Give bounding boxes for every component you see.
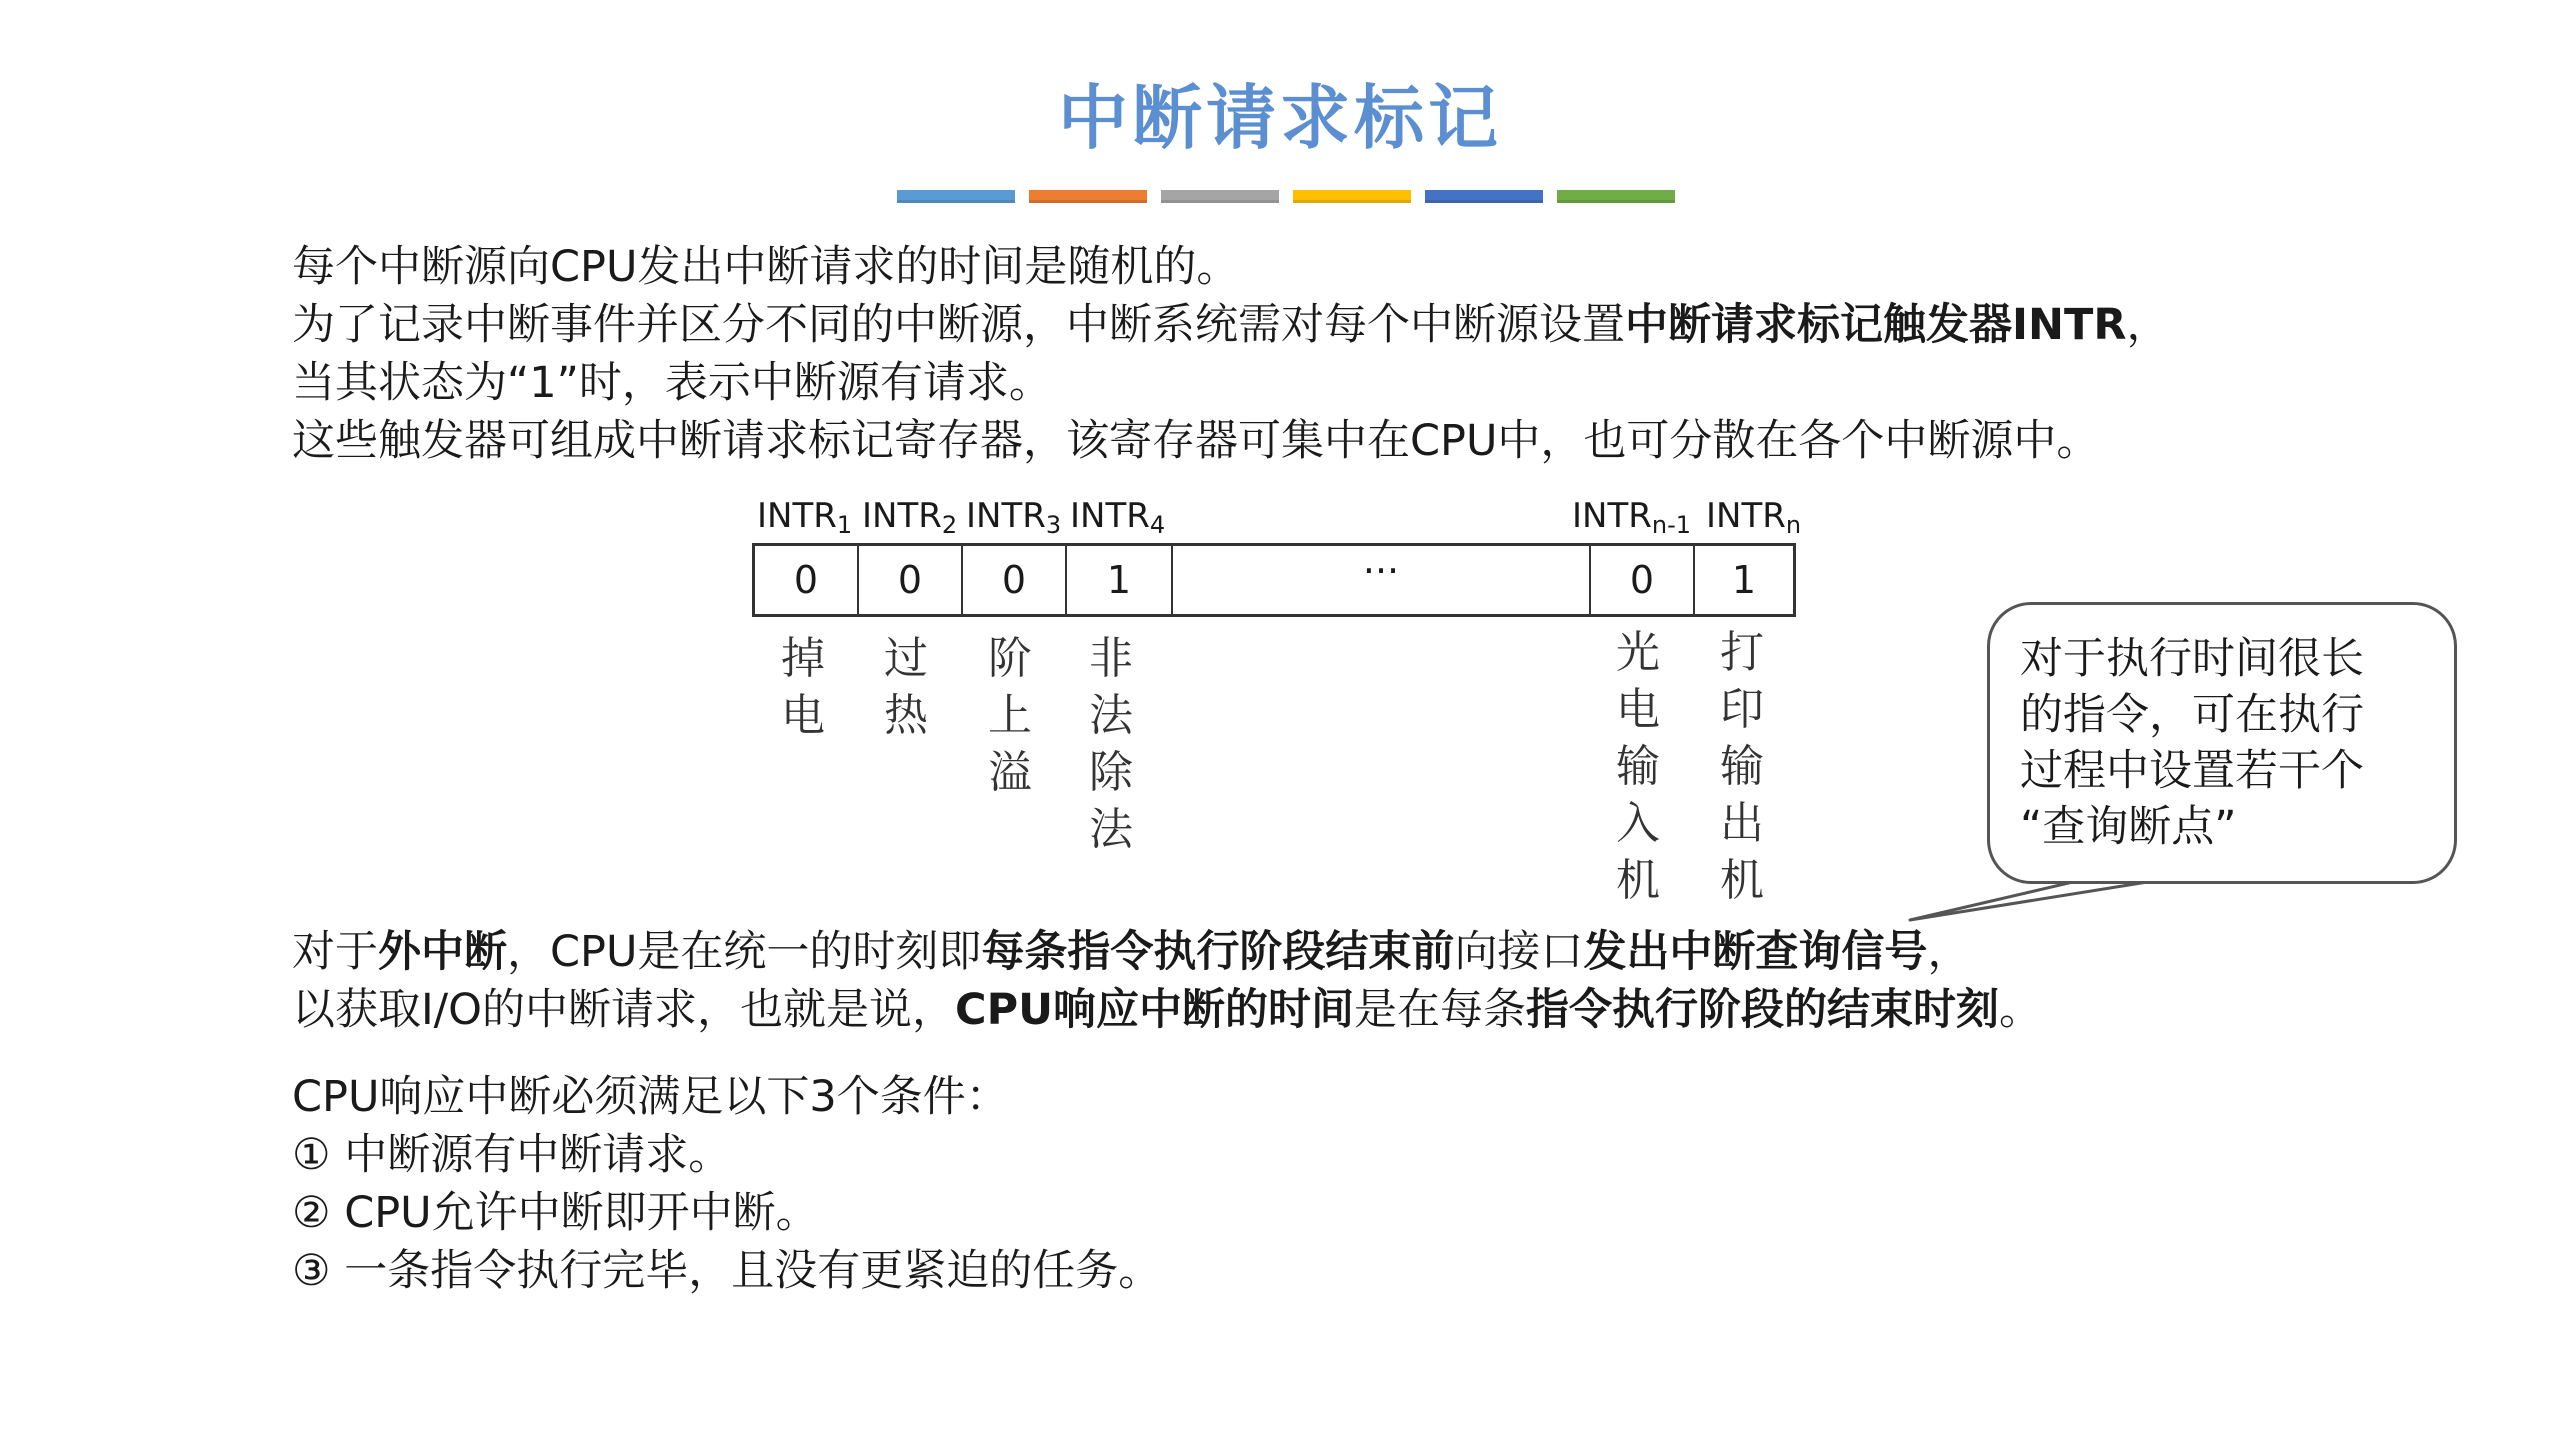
- register-cell: 0: [859, 546, 963, 614]
- external-bold: CPU响应中断的时间: [955, 985, 1355, 1035]
- source-label-char: 出: [1720, 798, 1764, 849]
- register-label: $INTR_{n-1}$: [1572, 496, 1691, 539]
- external-bold: 指令执行阶段的结束时刻: [1526, 985, 2000, 1035]
- source-label-char: 入: [1616, 798, 1660, 849]
- source-label-char: 非: [1089, 633, 1133, 684]
- source-label-char: 机: [1720, 855, 1764, 906]
- source-label-char: 输: [1616, 741, 1660, 792]
- register-cell: 1: [1731, 558, 1757, 602]
- intro-text: 每个中断源向CPU发出中断请求的时间是随机的。: [292, 242, 1240, 292]
- register-label: $INTR_1$: [757, 496, 853, 539]
- intro-text: ，: [2126, 300, 2170, 350]
- callout-bubble: [1987, 602, 2457, 884]
- intro-text: 为了记录中断事件并区分不同的中断源，中断系统需对每个中断源设置: [292, 300, 1625, 350]
- source-label-char: 掉: [781, 633, 825, 684]
- external-text: 以获取I/O的中断请求，也就是说，: [292, 985, 956, 1035]
- source-label-char: 过: [884, 633, 928, 684]
- condition-item: ② CPU允许中断即开中断。: [292, 1188, 819, 1238]
- callout-line: 的指令，可在执行: [2020, 690, 2364, 740]
- source-label-char: 法: [1089, 804, 1133, 855]
- source-label-char: 输: [1720, 741, 1764, 792]
- register-cell: 0: [755, 546, 859, 614]
- register-label: $INTR_n$: [1706, 496, 1802, 539]
- source-label-char: 光: [1616, 627, 1660, 678]
- source-label-char: 溢: [988, 747, 1032, 798]
- source-label-char: 阶: [988, 633, 1032, 684]
- external-line-1: [292, 923, 1970, 981]
- source-label-char: 电: [781, 690, 825, 741]
- external-text: 向接口: [1454, 927, 1584, 977]
- callout-line: “查询断点”: [2020, 802, 2237, 852]
- slide-title: 中断请求标记: [1058, 77, 1502, 159]
- register-label: $INTR_2$: [862, 496, 958, 539]
- source-label-char: 除: [1089, 747, 1133, 798]
- intro-bold-term: 中断请求标记触发器INTR: [1625, 300, 2127, 350]
- external-line-2: [292, 981, 2042, 1039]
- external-bold: 每条指令执行阶段结束前: [981, 927, 1455, 977]
- external-text: 。: [1999, 985, 2043, 1035]
- external-bold: 发出中断查询信号: [1583, 927, 1928, 977]
- register-cell-ellipsis: ···: [1173, 546, 1591, 614]
- condition-item: ① 中断源有中断请求。: [292, 1130, 732, 1180]
- register-label: $INTR_4$: [1070, 496, 1166, 539]
- source-label-char: 打: [1720, 627, 1764, 678]
- external-text: 是在每条: [1354, 985, 1527, 1035]
- callout-line: 过程中设置若干个: [2020, 746, 2364, 796]
- register-cell: 0: [963, 546, 1067, 614]
- intro-text: 这些触发器可组成中断请求标记寄存器，该寄存器可集中在CPU中，也可分散在各个中断源中。: [292, 416, 2100, 466]
- source-label-char: 印: [1720, 684, 1764, 735]
- register-cell: 0: [1591, 546, 1695, 614]
- source-label-char: 法: [1089, 690, 1133, 741]
- external-text: ，: [1927, 927, 1971, 977]
- external-bold: 外中断: [378, 927, 507, 977]
- conditions-heading: CPU响应中断必须满足以下3个条件：: [292, 1072, 1009, 1122]
- external-text: ，CPU是在统一的时刻即: [507, 927, 982, 977]
- external-text: 对于: [292, 927, 378, 977]
- intro-text: 当其状态为“1”时，表示中断源有请求。: [292, 358, 1052, 408]
- source-label-char: 上: [988, 690, 1032, 741]
- source-label-char: 热: [884, 690, 928, 741]
- callout-line: 对于执行时间很长: [2020, 634, 2364, 684]
- condition-item: ③ 一条指令执行完毕，且没有更紧迫的任务。: [292, 1246, 1162, 1296]
- source-label-char: 电: [1616, 684, 1660, 735]
- register-cell: 1: [1067, 546, 1173, 614]
- source-label-char: 机: [1616, 855, 1660, 906]
- register-label: $INTR_3$: [966, 496, 1062, 539]
